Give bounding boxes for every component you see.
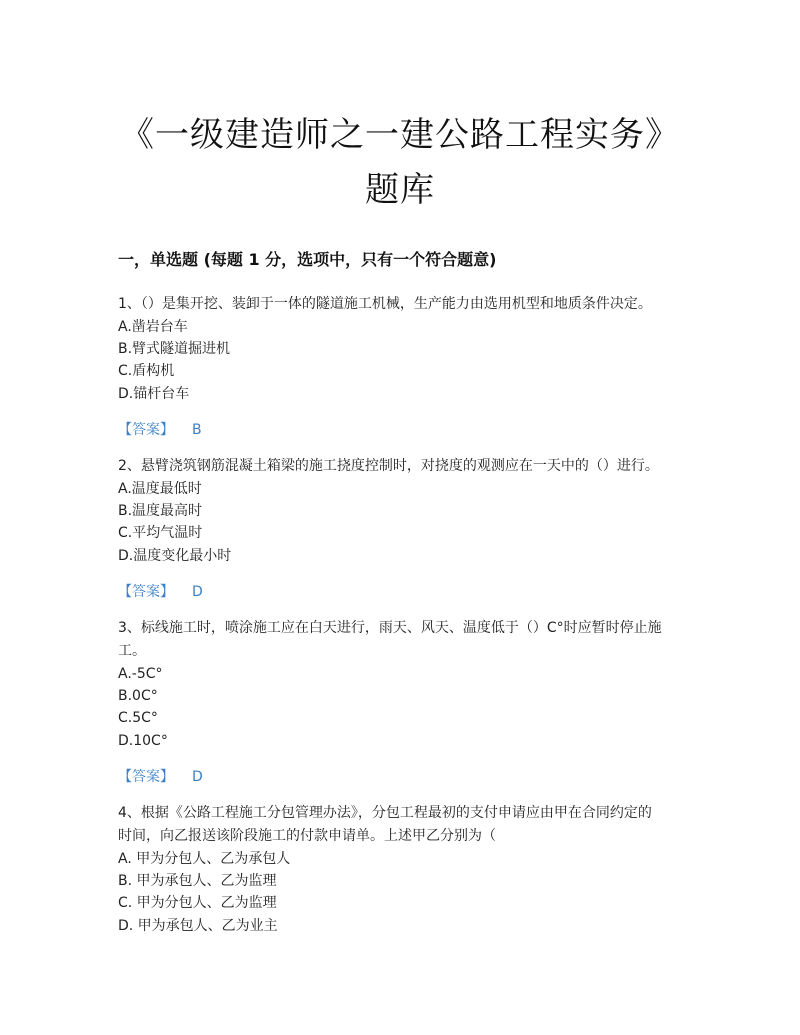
question-1-option-c: C.盾构机: [118, 363, 175, 379]
answer-label: 【答案】: [118, 769, 174, 785]
question-4-option-d: D. 甲为承包人、乙为业主: [118, 918, 278, 934]
section-heading: 一，单选题 (每题 1 分，选项中，只有一个符合题意): [118, 250, 497, 269]
question-2-option-b: B.温度最高时: [118, 503, 203, 519]
document-title: 《一级建造师之一建公路工程实务》: [120, 115, 680, 155]
question-4-stem-line-2: 时间，向乙报送该阶段施工的付款申请单。上述甲乙分别为（: [118, 828, 496, 844]
question-2-stem: 2、悬臂浇筑钢筋混凝土箱梁的施工挠度控制时，对挠度的观测应在一天中的（）进行。: [118, 458, 659, 474]
answer-label: 【答案】: [118, 584, 174, 600]
document-subtitle: 题库: [365, 170, 435, 210]
question-3-option-c: C.5C°: [118, 710, 158, 726]
answer-value: B: [192, 422, 202, 438]
question-3-option-d: D.10C°: [118, 733, 168, 749]
question-2-option-a: A.温度最低时: [118, 481, 202, 497]
answer-value: D: [192, 584, 203, 600]
answer-value: D: [192, 769, 203, 785]
question-1-option-d: D.锚杆台车: [118, 386, 190, 402]
question-1-answer: [118, 420, 202, 440]
question-3-stem-line-2: 工。: [118, 643, 146, 659]
question-1-option-a: A.凿岩台车: [118, 319, 188, 335]
question-3-option-a: A.-5C°: [118, 666, 163, 682]
question-2-option-d: D.温度变化最小时: [118, 548, 232, 564]
question-3-stem-line-1: 3、标线施工时，喷涂施工应在白天进行，雨天、风天、温度低于（）C°时应暂时停止施: [118, 620, 662, 636]
answer-label: 【答案】: [118, 422, 174, 438]
question-2-option-c: C.平均气温时: [118, 525, 203, 541]
question-2-answer: [118, 582, 203, 602]
question-1-stem: 1、（）是集开挖、装卸于一体的隧道施工机械，生产能力由选用机型和地质条件决定。: [118, 296, 652, 312]
question-4-option-a: A. 甲为分包人、乙为承包人: [118, 851, 291, 867]
question-4-stem-line-1: 4、根据《公路工程施工分包管理办法》，分包工程最初的支付申请应由甲在合同约定的: [118, 805, 652, 821]
question-4-option-b: B. 甲为承包人、乙为监理: [118, 873, 277, 889]
question-4-option-c: C. 甲为分包人、乙为监理: [118, 895, 277, 911]
question-3-option-b: B.0C°: [118, 688, 158, 704]
question-3-answer: [118, 767, 203, 787]
question-1-option-b: B.臂式隧道掘进机: [118, 341, 231, 357]
